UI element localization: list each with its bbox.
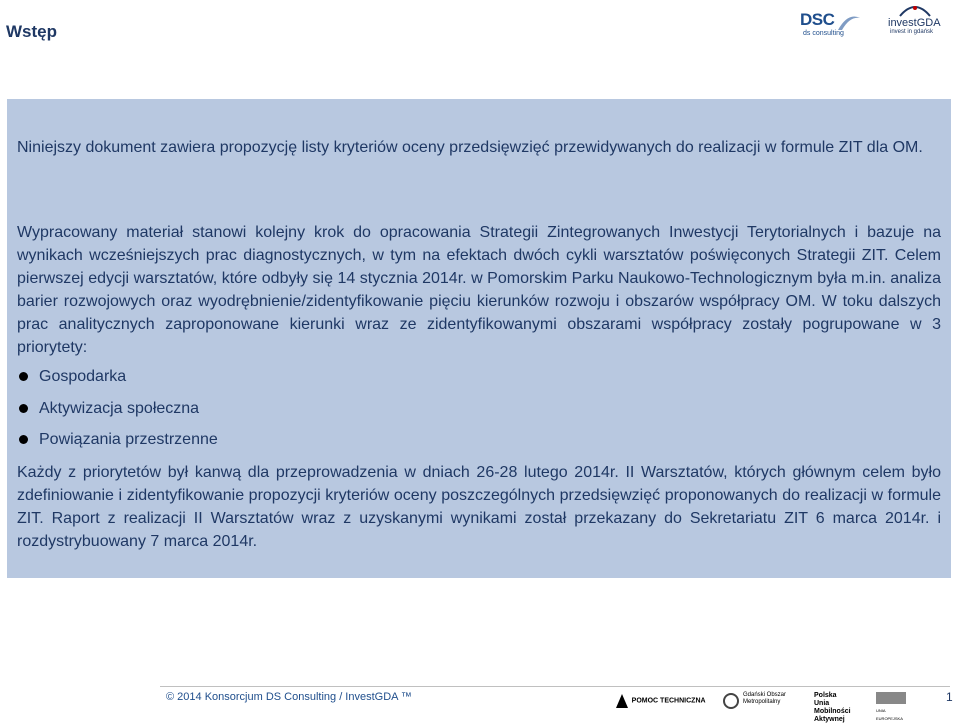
- polska-unia-text: Polska Unia Mobilności Aktywnej: [814, 692, 851, 723]
- pomoc-techniczna-logo: [614, 692, 706, 710]
- bullet-icon: [19, 372, 28, 381]
- list-item: [17, 397, 941, 429]
- workshop-paragraph: Każdy z priorytetów był kanwą dla przeprowadzenia w dniach 26-28 lutego 2014r. II Warsztatów, których głównym celem było zdefiniowanie i zidentyfikowanie propozycji kryteriów oceny poszczególnych przedsięwzięć proponowanych do realizacji w formule ZIT. Raport z realizacji II Warsztatów wraz z uzyskanymi wynikami został przekazany do Sekretariatu ZIT 6 marca 2014r. i rozdystrybuowany 7 marca 2014r.: [17, 464, 941, 550]
- bullet-icon: [19, 404, 28, 413]
- footer-divider: [160, 686, 950, 687]
- list-item: [17, 365, 941, 397]
- polska-unia-logo: [814, 692, 851, 724]
- gdanski-obszar-logo: [722, 692, 792, 710]
- dsc-logo-sub: ds consulting: [803, 30, 844, 37]
- pomoc-techniczna-icon: [614, 692, 630, 710]
- context-paragraph: [17, 221, 941, 359]
- context-paragraph-part1: Wypracowany materiał stanowi kolejny krok do opracowania Strategii Zintegrowanych Inwestycji Terytorialnych i bazuje na wynikach wcześniejszych prac diagnostycznych, w tym na efektach dwóch cykli warsztatów poświęconych Strategii ZIT.: [17, 224, 941, 264]
- gdanski-obszar-icon: [722, 692, 740, 710]
- list-item: [17, 428, 941, 460]
- investgda-logo-sub: invest in gdańsk: [890, 29, 934, 35]
- investgda-logo: [886, 2, 948, 38]
- eu-flag-icon: [876, 692, 906, 704]
- page-title: Wstęp: [6, 22, 57, 41]
- bullet-icon: [19, 435, 28, 444]
- ue-logo: [876, 692, 912, 723]
- dsc-logo-name: DSC: [800, 10, 835, 29]
- priority-label: Aktywizacja społeczna: [39, 399, 200, 417]
- content-panel: [7, 99, 951, 578]
- context-paragraph-part2: Celem pierwszej edycji warsztatów, które odbyły się 14 stycznia 2014r. w Pomorskim Parku Naukowo-Technologicznym była m.in. analiza barier rozwojowych oraz wyodrębnienie/zidentyfikowanie pięciu kierunków rozwoju i obszarów współpracy OM. W toku dalszych prac analitycznych zaproponowane kierunki wraz ze zidentyfikowanymi obszarami współpracy zostały pogrupowane w 3 priorytety:: [17, 247, 941, 356]
- priority-label: Gospodarka: [39, 368, 127, 385]
- ue-text: UNIA EUROPEJSKA: [876, 708, 903, 721]
- pomoc-techniczna-text: POMOC TECHNICZNA: [631, 697, 706, 705]
- footer-copyright: © 2014 Konsorcjum DS Consulting / InvestGDA ™: [166, 691, 412, 703]
- dsc-logo: [800, 10, 864, 38]
- intro-paragraph: Niniejszy dokument zawiera propozycję listy kryteriów oceny przedsięwzięć przewidywanych do realizacji w formule ZIT dla OM.: [17, 139, 923, 156]
- priorities-list: [17, 365, 941, 460]
- investgda-logo-name: investGDA: [888, 17, 941, 29]
- page-number: 1: [946, 690, 953, 704]
- investgda-arc-icon: [898, 2, 932, 18]
- gdanski-obszar-text: Gdański Obszar Metropolitalny: [743, 692, 787, 705]
- priority-label: Powiązania przestrzenne: [39, 431, 218, 448]
